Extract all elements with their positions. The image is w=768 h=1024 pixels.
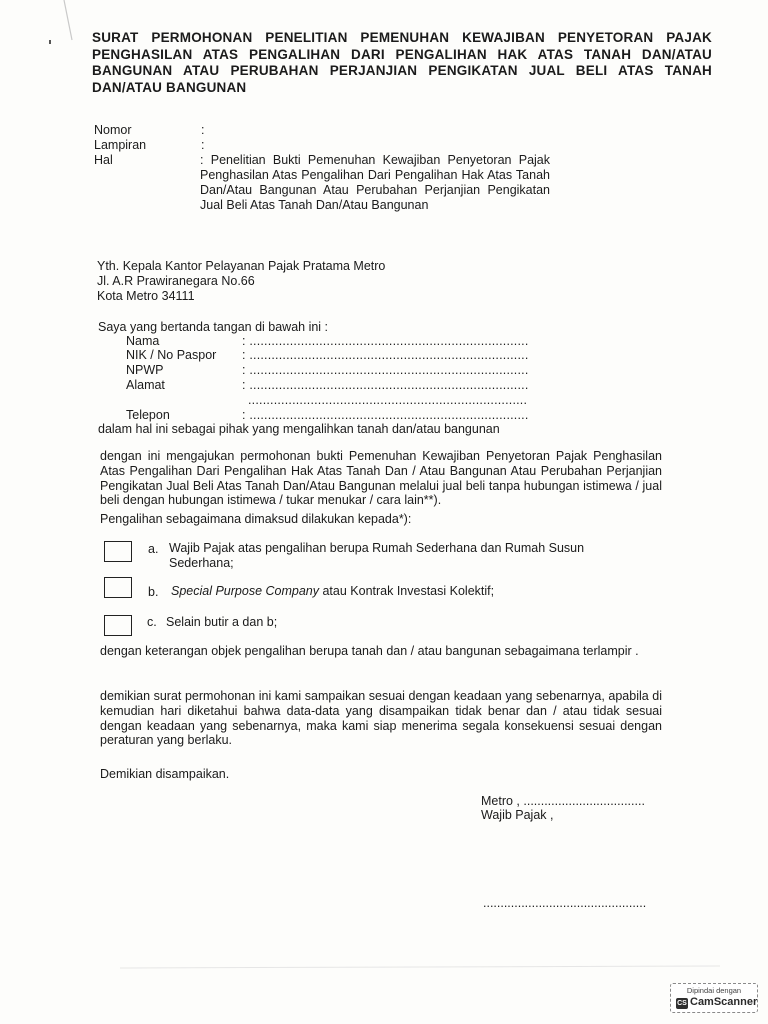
recipient-line-2: Jl. A.R Prawiranegara No.66	[97, 274, 255, 288]
alamat-field-line-2[interactable]: ............................................................................	[248, 393, 528, 407]
option-a-text: Wajib Pajak atas pengalihan berupa Rumah Sederhana dan Rumah Susun Sederhana;	[169, 541, 585, 570]
transfer-text: Pengalihan sebagaimana dimaksud dilakukan kepada*):	[100, 512, 412, 526]
nomor-label: Nomor	[94, 123, 132, 137]
option-c-checkbox[interactable]	[104, 615, 132, 636]
option-a-letter: a.	[148, 542, 159, 556]
option-b-rest: atau Kontrak Investasi Kolektif;	[319, 584, 495, 598]
role-text: dalam hal ini sebagai pihak yang mengalihkan tanah dan/atau bangunan	[98, 422, 500, 436]
alamat-field[interactable]: : ............................................................................	[242, 378, 529, 392]
nama-label: Nama	[126, 334, 160, 348]
intro-text: Saya yang bertanda tangan di bawah ini :	[98, 320, 329, 334]
lampiran-colon: :	[201, 138, 205, 152]
npwp-label: NPWP	[126, 363, 164, 377]
option-b-letter: b.	[148, 585, 159, 599]
recipient-line-1: Yth. Kepala Kantor Pelayanan Pajak Pratama Metro	[97, 259, 386, 273]
option-b-text	[171, 584, 494, 599]
option-b-italic: Special Purpose Company	[171, 584, 319, 598]
camscanner-name: CamScanner	[690, 996, 758, 1008]
camscanner-logo-icon: CS	[677, 1000, 687, 1007]
option-c-text: Selain butir a dan b;	[166, 615, 278, 629]
signature-name-line: ...............................................	[483, 896, 647, 910]
telepon-field[interactable]: : ............................................................................	[242, 408, 529, 422]
camscanner-badge	[670, 983, 758, 1013]
lampiran-label: Lampiran	[94, 138, 147, 152]
hal-label: Hal	[94, 153, 113, 167]
npwp-field[interactable]: : ............................................................................	[242, 363, 529, 377]
alamat-label: Alamat	[126, 378, 165, 392]
recipient-line-3: Kota Metro 34111	[97, 289, 195, 303]
request-paragraph: dengan ini mengajukan permohonan bukti Pemenuhan Kewajiban Penyetoran Pajak Penghasilan Atas Pengalihan Dari Pengalihan Hak Atas Tanah Dan / Atau Bangunan Atau Perubahan Perjanjian Pengikatan Jual Beli Atas Tanah Dan/Atau Bangunan melalui jual beli tanpa hubungan istimewa / jual beli dengan hubungan istimewa / tukar menukar / cara lain**).	[100, 449, 662, 508]
object-paragraph: dengan keterangan objek pengalihan berupa tanah dan / atau bangunan sebagaimana terlampir .	[100, 644, 639, 658]
nik-label: NIK / No Paspor	[126, 348, 217, 362]
document-title: SURAT PERMOHONAN PENELITIAN PEMENUHAN KEWAJIBAN PENYETORAN PAJAK PENGHASILAN ATAS PENGALIHAN DARI PENGALIHAN HAK ATAS TANAH DAN/ATAU BANGUNAN ATAU PERUBAHAN PERJANJIAN PENGIKATAN JUAL BELI ATAS TANAH DAN/ATAU BANGUNAN	[92, 30, 712, 95]
telepon-label: Telepon	[126, 408, 170, 422]
hal-text: : Penelitian Bukti Pemenuhan Kewajiban Penyetoran Pajak Penghasilan Atas Pengalihan Dari Pengalihan Hak Atas Tanah Dan/Atau Bangunan Atau Perubahan Perjanjian Pengikatan Jual Beli Atas Tanah Dan/Atau Bangunan	[200, 153, 550, 212]
signature-role: Wajib Pajak ,	[481, 808, 554, 822]
nama-field[interactable]: : ............................................................................	[242, 334, 529, 348]
camscanner-caption: Dipindai dengan	[686, 986, 742, 995]
option-b-checkbox[interactable]	[104, 577, 132, 598]
statement-paragraph: demikian surat permohonan ini kami sampaikan sesuai dengan keadaan yang sebenarnya, apabila di kemudian hari diketahui bahwa data-data yang disampaikan tidak benar dan / atau tidak sesuai dengan keadaan yang sebenarnya, maka kami siap menerima segala konsekuensi sesuai dengan peraturan yang berlaku.	[100, 689, 662, 748]
option-c-letter: c.	[147, 615, 157, 629]
option-a-checkbox[interactable]	[104, 541, 132, 562]
signature-place: Metro , ...................................	[481, 794, 645, 808]
nik-field[interactable]: : ............................................................................	[242, 348, 529, 362]
nomor-colon: :	[201, 123, 205, 137]
closing-text: Demikian disampaikan.	[100, 767, 230, 781]
